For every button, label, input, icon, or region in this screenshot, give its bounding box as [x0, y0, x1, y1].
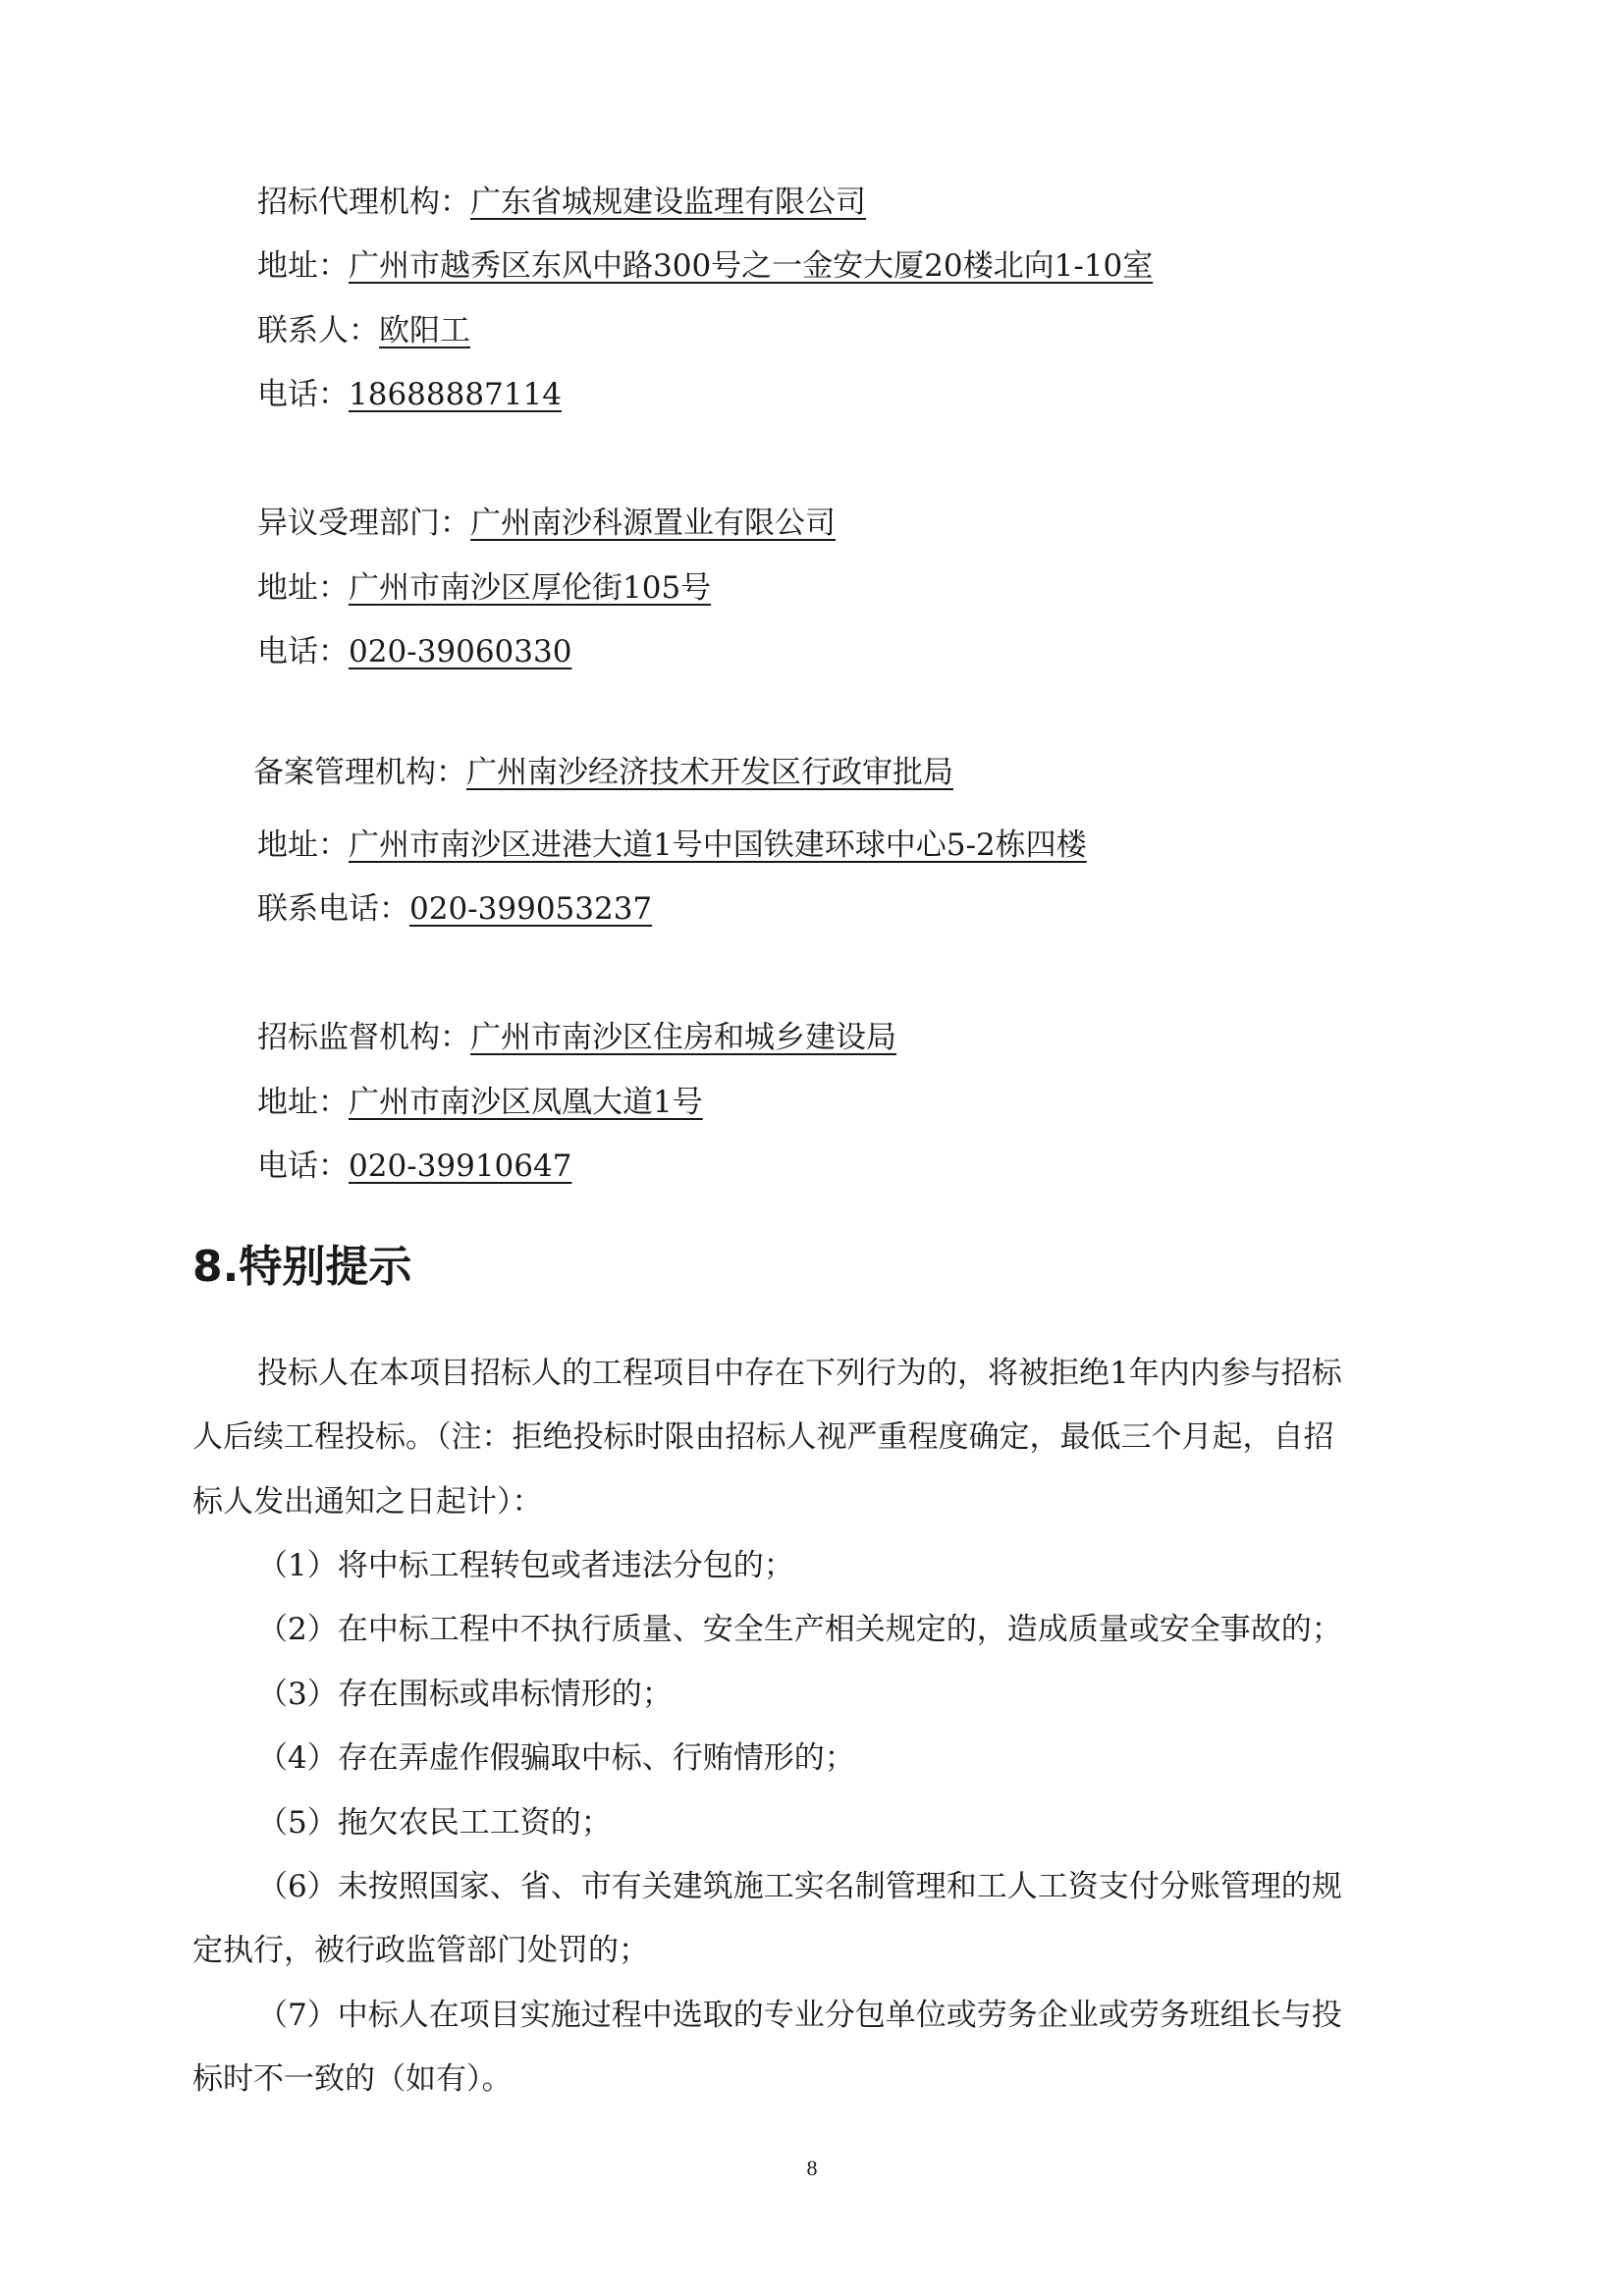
supervision-org-value: 广州市南沙区住房和城乡建设局: [470, 1020, 896, 1055]
list-item: （3）存在围标或串标情形的；: [257, 1677, 673, 1712]
supervision-org-line: [257, 1018, 896, 1057]
agent-address-label: 地址：: [257, 248, 349, 284]
list-item: （1）将中标工程转包或者违法分包的；: [257, 1548, 794, 1583]
filing-org-label: 备案管理机构：: [253, 755, 466, 790]
filing-address-value: 广州市南沙区进港大道1号中国铁建环球中心5-2栋四楼: [349, 828, 1087, 863]
agent-contact-value: 欧阳工: [379, 313, 470, 348]
objection-phone-label: 电话：: [257, 634, 349, 669]
list-item: （5）拖欠农民工工资的；: [257, 1805, 612, 1841]
agent-address-line: [257, 246, 1153, 286]
supervision-phone-line: [257, 1147, 571, 1186]
agent-phone-value: 18688887114: [349, 377, 562, 412]
filing-address-line: [257, 826, 1087, 865]
objection-address-line: [257, 568, 711, 608]
intro-line: 投标人在本项目招标人的工程项目中存在下列行为的，将被拒绝1年内内参与招标: [257, 1356, 1342, 1391]
supervision-address-value: 广州市南沙区凤凰大道1号: [349, 1085, 703, 1120]
filing-org-value: 广州南沙经济技术开发区行政审批局: [466, 755, 953, 790]
agent-address-value: 广州市越秀区东风中路300号之一金安大厦20楼北向1-10室: [349, 248, 1154, 284]
intro-line: 标人发出通知之日起计）：: [192, 1484, 543, 1520]
filing-phone-line: [257, 889, 652, 929]
supervision-address-line: [257, 1083, 703, 1122]
list-item: （7）中标人在项目实施过程中选取的专业分包单位或劳务企业或劳务班组长与投: [257, 1998, 1342, 2033]
intro-line: 人后续工程投标。（注：拒绝投标时限由招标人视严重程度确定，最低三个月起，自招: [192, 1419, 1334, 1455]
agent-phone-line: [257, 375, 562, 414]
filing-org-line: [253, 753, 953, 792]
filing-address-label: 地址：: [257, 828, 349, 863]
filing-phone-label: 联系电话：: [257, 891, 409, 927]
list-item: （6）未按照国家、省、市有关建筑施工实名制管理和工人工资支付分账管理的规: [257, 1869, 1342, 1904]
objection-address-label: 地址：: [257, 570, 349, 606]
agent-org-value: 广东省城规建设监理有限公司: [470, 185, 866, 220]
objection-dept-line: [257, 504, 836, 543]
agent-org-line: [257, 183, 866, 222]
section-heading: 8.特别提示: [192, 1242, 412, 1292]
filing-phone-value: 020-399053237: [409, 891, 653, 927]
supervision-address-label: 地址：: [257, 1085, 349, 1120]
objection-address-value: 广州市南沙区厚伦街105号: [349, 570, 712, 606]
list-item: （4）存在弄虚作假骗取中标、行贿情形的；: [257, 1740, 855, 1776]
agent-org-label: 招标代理机构：: [257, 185, 470, 220]
agent-contact-label: 联系人：: [257, 313, 379, 348]
agent-phone-label: 电话：: [257, 377, 349, 412]
supervision-phone-label: 电话：: [257, 1148, 349, 1184]
agent-contact-line: [257, 311, 470, 350]
objection-phone-line: [257, 632, 571, 671]
objection-dept-label: 异议受理部门：: [257, 506, 470, 541]
objection-dept-value: 广州南沙科源置业有限公司: [470, 506, 836, 541]
supervision-phone-value: 020-39910647: [349, 1148, 572, 1184]
objection-phone-value: 020-39060330: [349, 634, 572, 669]
page-number: 8: [806, 2156, 818, 2180]
list-item-continuation: 标时不一致的（如有）。: [192, 2061, 513, 2097]
list-item: （2）在中标工程中不执行质量、安全生产相关规定的，造成质量或安全事故的；: [257, 1612, 1342, 1647]
supervision-org-label: 招标监督机构：: [257, 1020, 470, 1055]
list-item-continuation: 定执行，被行政监管部门处罚的；: [192, 1933, 649, 1968]
